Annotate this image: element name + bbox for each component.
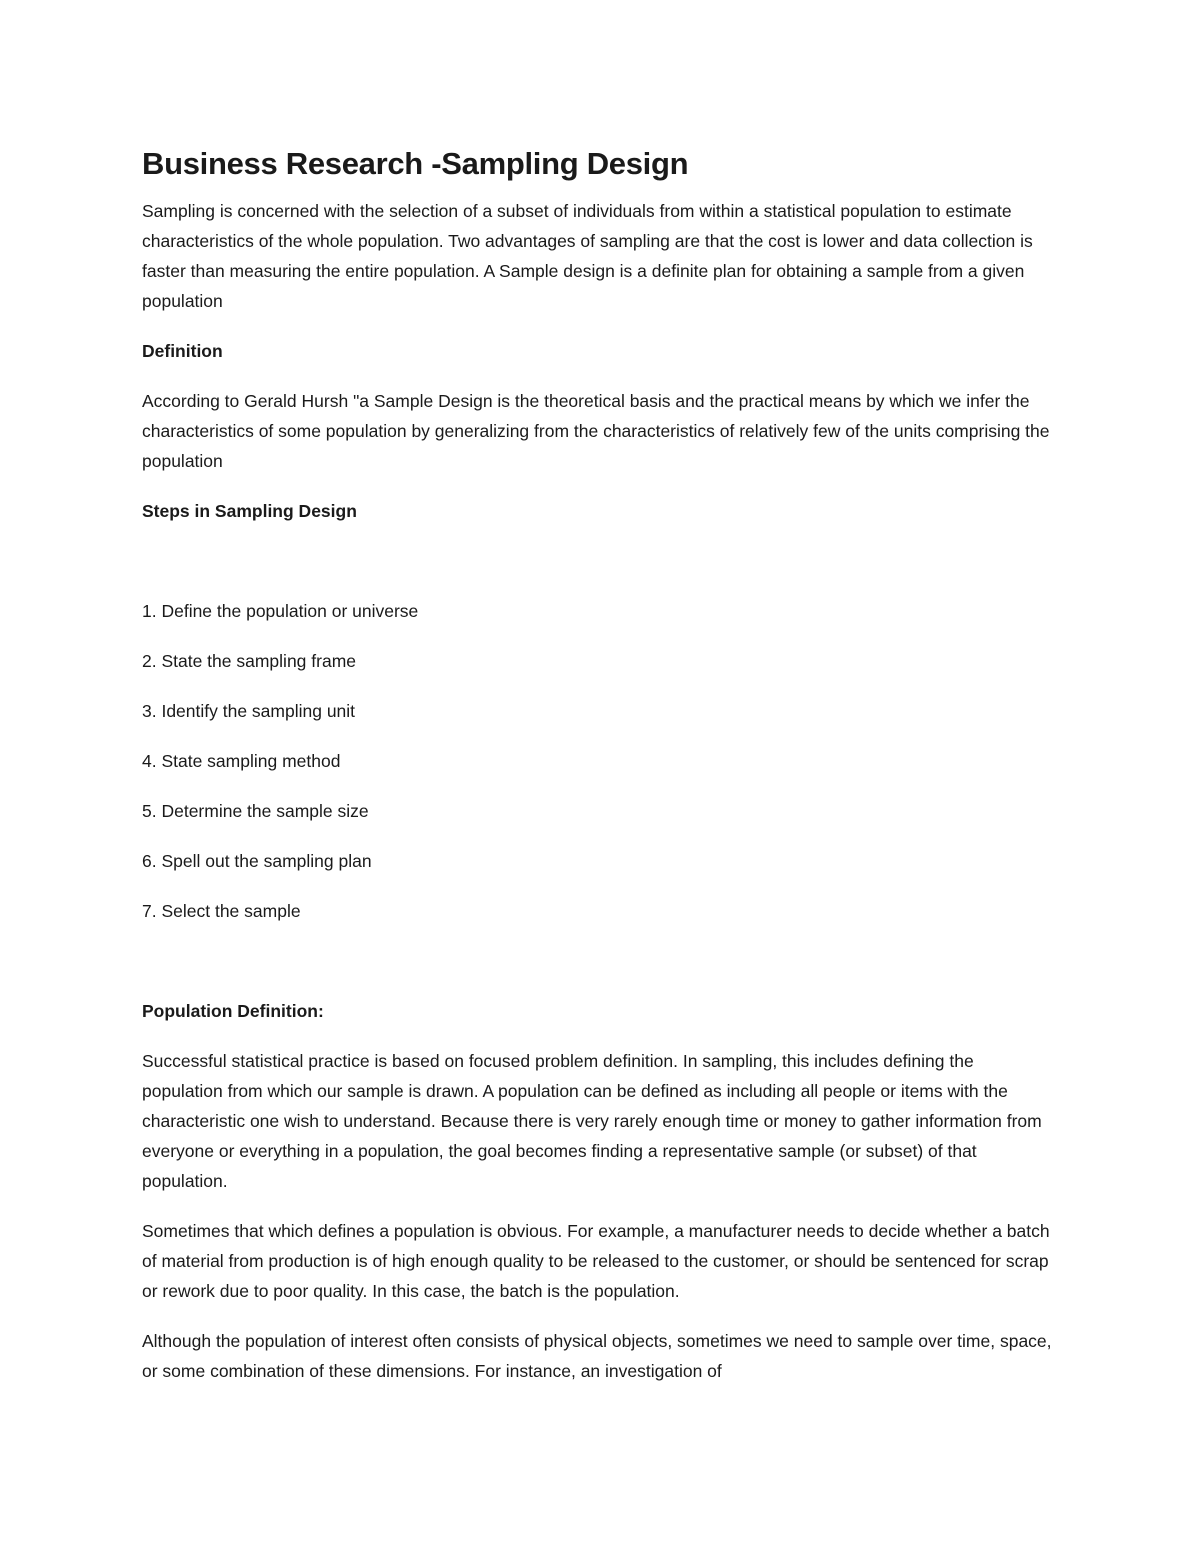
document-title: Business Research -Sampling Design — [142, 146, 689, 181]
spacer — [142, 546, 1057, 596]
step-item: 2. State the sampling frame — [142, 651, 356, 671]
population-paragraph: Successful statistical practice is based on focused problem definition. In sampling, this includes defining the population from which our sample is drawn. A population can be defined as including all people or items with the characteristic one wish to understand. Because there is very rarely enough time or money to gather information from everyone or everything in a population, the goal becomes finding a representative sample (or subset) of that population. — [142, 1051, 1042, 1191]
steps-heading: Steps in Sampling Design — [142, 501, 357, 521]
step-item: 5. Determine the sample size — [142, 801, 369, 821]
spacer — [142, 946, 1057, 996]
step-item: 7. Select the sample — [142, 901, 301, 921]
definition-paragraph: According to Gerald Hursh "a Sample Design is the theoretical basis and the practical means by which we infer the characteristics of some population by generalizing from the characteristics of relatively few of the units comprising the population — [142, 391, 1050, 471]
population-paragraph: Sometimes that which defines a population is obvious. For example, a manufacturer needs to decide whether a batch of material from production is of high enough quality to be released to the customer, or should be sentenced for scrap or rework due to poor quality. In this case, the batch is the population. — [142, 1221, 1050, 1301]
step-item: 6. Spell out the sampling plan — [142, 851, 372, 871]
definition-heading: Definition — [142, 341, 223, 361]
intro-paragraph: Sampling is concerned with the selection of a subset of individuals from within a statistical population to estimate characteristics of the whole population. Two advantages of sampling are that the cost is lower and data collection is faster than measuring the entire population. A Sample design is a definite plan for obtaining a sample from a given population — [142, 201, 1033, 311]
document-content — [142, 142, 1057, 1406]
step-item: 1. Define the population or universe — [142, 601, 419, 621]
population-paragraph: Although the population of interest often consists of physical objects, sometimes we need to sample over time, space, or some combination of these dimensions. For instance, an investigation of — [142, 1331, 1052, 1381]
population-heading: Population Definition: — [142, 1001, 324, 1021]
steps-list — [142, 596, 1057, 926]
step-item: 3. Identify the sampling unit — [142, 701, 356, 721]
step-item: 4. State sampling method — [142, 751, 341, 771]
